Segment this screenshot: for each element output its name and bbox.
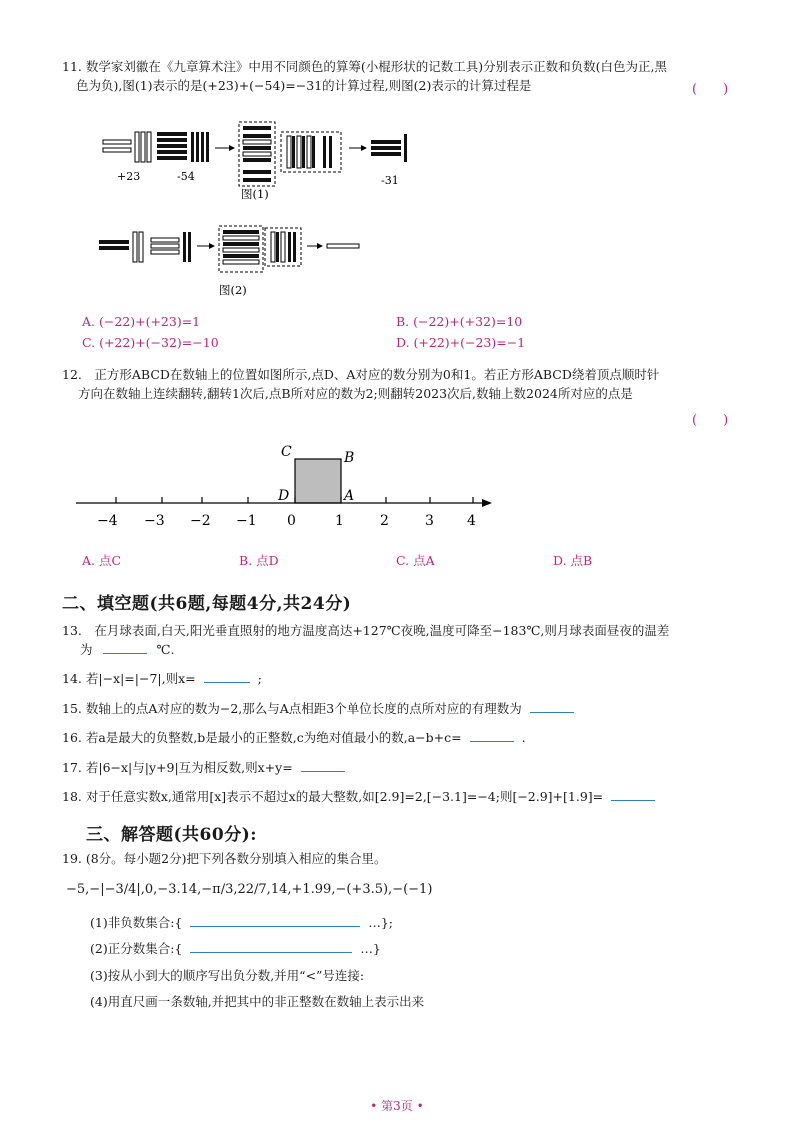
q11-answer-paren: ( ) [692,82,729,97]
q19-sub2-post: …} [360,941,381,956]
tick-label: 3 [425,513,434,529]
q16-post: . [521,730,526,745]
q17-answer-blank[interactable] [301,759,345,772]
question-15 [62,700,742,719]
tick-label: −4 [97,513,118,529]
q19-sub2-answer-blank[interactable] [190,940,352,953]
q19-sub4: (4)用直尺画一条数轴,并把其中的非正整数在数轴上表示出来 [90,994,425,1009]
question-13 [62,622,742,660]
q17-pre: 17. 若|6−x|与|y+9|互为相反数,则x+y= [62,760,293,775]
q18-pre: 18. 对于任意实数x,通常用[x]表示不超过x的最大整数,如[2.9]=2,[−3.1]=−4;则[−2.9]+[1.9]= [62,789,604,804]
q12-line1: 12. 正方形ABCD在数轴上的位置如图所示,点D、A对应的数分别为0和1。若正方形ABCD绕着顶点顺时针 [62,367,660,382]
fig1-label-minus31: -31 [381,174,399,187]
q11-option-c: C. (+22)+(−32)=−10 [82,335,219,350]
q14-answer-blank[interactable] [204,670,250,683]
q12-option-a: A. 点C [82,553,122,568]
tick-label: 0 [287,513,296,529]
q12-option-c: C. 点A [396,553,435,568]
q13-line1: 13. 在月球表面,白天,阳光垂直照射的地方温度高达+127℃夜晚,温度可降至−183℃,则月球表面昼夜的温差 [62,623,670,638]
question-18 [62,788,742,807]
tick-label: −3 [144,513,165,529]
vertex-c-label: C [281,444,292,460]
q19-sub1-pre: (1)非负数集合:{ [90,915,183,930]
counting-rods-figure-1 [95,118,425,208]
vertex-a-label: A [344,488,355,504]
q11-line1: 11. 数学家刘徽在《九章算术注》中用不同颜色的算筹(小棍形状的记数工具)分别表示正数和负数(白色为正,黑 [62,59,667,74]
question-17 [62,759,742,778]
fig2-caption: 图(2) [219,283,247,297]
tick-label: −1 [236,513,257,529]
q16-answer-blank[interactable] [470,729,514,742]
vertex-b-label: B [344,450,355,466]
question-19-stem: 19. (8分。每小题2分)把下列各数分别填入相应的集合里。 [62,851,387,866]
fig1-label-plus23: +23 [117,170,141,183]
q13-answer-blank[interactable] [103,641,147,654]
tick-label: 2 [380,513,389,529]
q14-post: ; [257,671,262,686]
q19-sub1-answer-blank[interactable] [190,914,360,927]
q19-sub3: (3)按从小到大的顺序写出负分数,并用“<”号连接: [90,968,365,983]
q15-answer-blank[interactable] [530,700,574,713]
q11-option-d: D. (+22)+(−23)=−1 [396,335,526,350]
q11-line2: 色为负),图(1)表示的是(+23)+(−54)=−31的计算过程,则图(2)表示的计算过程是 [76,77,532,93]
q11-option-a: A. (−22)+(+23)=1 [82,314,201,329]
question-16 [62,729,742,748]
question-12 [62,366,742,404]
page-number: • 第3页 • [370,1099,424,1113]
q15-pre: 15. 数轴上的点A对应的数为−2,那么与A点相距3个单位长度的点所对应的有理数为 [62,701,522,716]
tick-label: −2 [190,513,211,529]
q18-answer-blank[interactable] [611,788,655,801]
q12-option-d: D. 点B [553,553,593,568]
question-14 [62,670,742,689]
q13-post: ℃. [156,641,175,657]
fig1-label-minus54: -54 [177,170,195,183]
q12-option-b: B. 点D [239,553,279,568]
q14-pre: 14. 若|−x|=|−7|,则x= [62,671,196,686]
section-3-title: 三、解答题(共60分): [86,825,258,845]
q13-pre: 为 [80,641,93,657]
tick-label: 4 [467,513,476,529]
number-line-square-figure [70,440,500,535]
section-2-title: 二、填空题(共6题,每题4分,共24分) [62,594,352,614]
question-11 [62,58,742,96]
square-abcd [295,459,341,503]
q19-sub1 [90,914,393,933]
counting-rods-figure-2 [95,220,375,300]
q19-sub2-pre: (2)正分数集合:{ [90,941,183,956]
q19-sub1-post: …}; [368,915,394,930]
q16-pre: 16. 若a是最大的负整数,b是最小的正整数,c为绝对值最小的数,a−b+c= [62,730,462,745]
q12-line2: 方向在数轴上连续翻转,翻转1次后,点B所对应的数为2;则翻转2023次后,数轴上数2024所对应的点是 [78,385,633,401]
q11-option-b: B. (−22)+(+32)=10 [396,314,523,329]
fig1-caption: 图(1) [241,187,269,201]
vertex-d-label: D [278,488,290,504]
tick-label: 1 [335,513,344,529]
q12-answer-paren: ( ) [692,413,729,428]
q19-number-list: −5,−|−3/4|,0,−3.14,−π/3,22/7,14,+1.99,−(+3.5),−(−1) [66,882,433,897]
q19-sub2 [90,940,381,959]
